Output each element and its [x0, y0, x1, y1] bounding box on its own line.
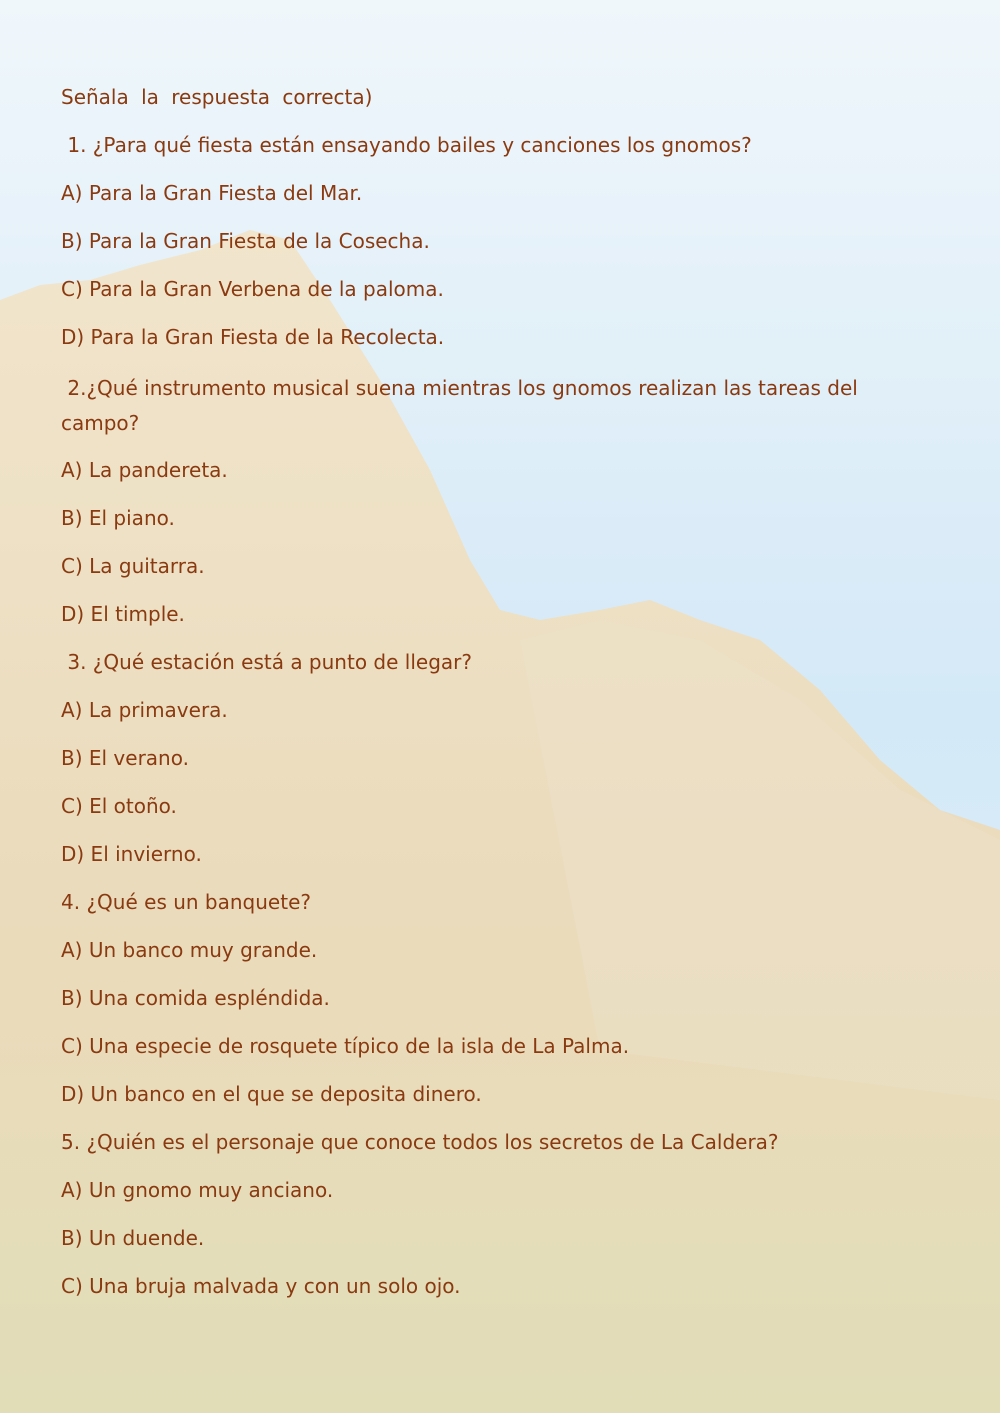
- answer-option: C) El otoño.: [61, 794, 177, 818]
- answer-option: D) El timple.: [61, 602, 185, 626]
- instruction-text: Señala la respuesta correcta): [61, 85, 373, 109]
- question-2: 2.¿Qué instrumento musical suena mientras los gnomos realizan las tareas del campo?: [61, 376, 865, 435]
- answer-option: C) Una bruja malvada y con un solo ojo.: [61, 1274, 461, 1298]
- answer-option: B) Para la Gran Fiesta de la Cosecha.: [61, 229, 430, 253]
- answer-option: A) La pandereta.: [61, 458, 228, 482]
- answer-option: D) Un banco en el que se deposita dinero.: [61, 1082, 482, 1106]
- question-5: 5. ¿Quién es el personaje que conoce todos los secretos de La Caldera?: [61, 1130, 779, 1154]
- answer-option: B) El piano.: [61, 506, 175, 530]
- answer-option: D) Para la Gran Fiesta de la Recolecta.: [61, 325, 445, 349]
- answer-option: B) El verano.: [61, 746, 189, 770]
- question-4: 4. ¿Qué es un banquete?: [61, 890, 311, 914]
- answer-option: B) Una comida espléndida.: [61, 986, 330, 1010]
- answer-option: D) El invierno.: [61, 842, 202, 866]
- answer-option: C) Para la Gran Verbena de la paloma.: [61, 277, 444, 301]
- answer-option: B) Un duende.: [61, 1226, 205, 1250]
- answer-option: A) Un banco muy grande.: [61, 938, 318, 962]
- question-1: 1. ¿Para qué fiesta están ensayando bailes y canciones los gnomos?: [61, 133, 752, 157]
- answer-option: C) La guitarra.: [61, 554, 205, 578]
- question-3: 3. ¿Qué estación está a punto de llegar?: [61, 650, 472, 674]
- worksheet: [61, 83, 941, 1320]
- answer-option: C) Una especie de rosquete típico de la isla de La Palma.: [61, 1034, 630, 1058]
- answer-option: A) Para la Gran Fiesta del Mar.: [61, 181, 363, 205]
- answer-option: A) Un gnomo muy anciano.: [61, 1178, 334, 1202]
- answer-option: A) La primavera.: [61, 698, 228, 722]
